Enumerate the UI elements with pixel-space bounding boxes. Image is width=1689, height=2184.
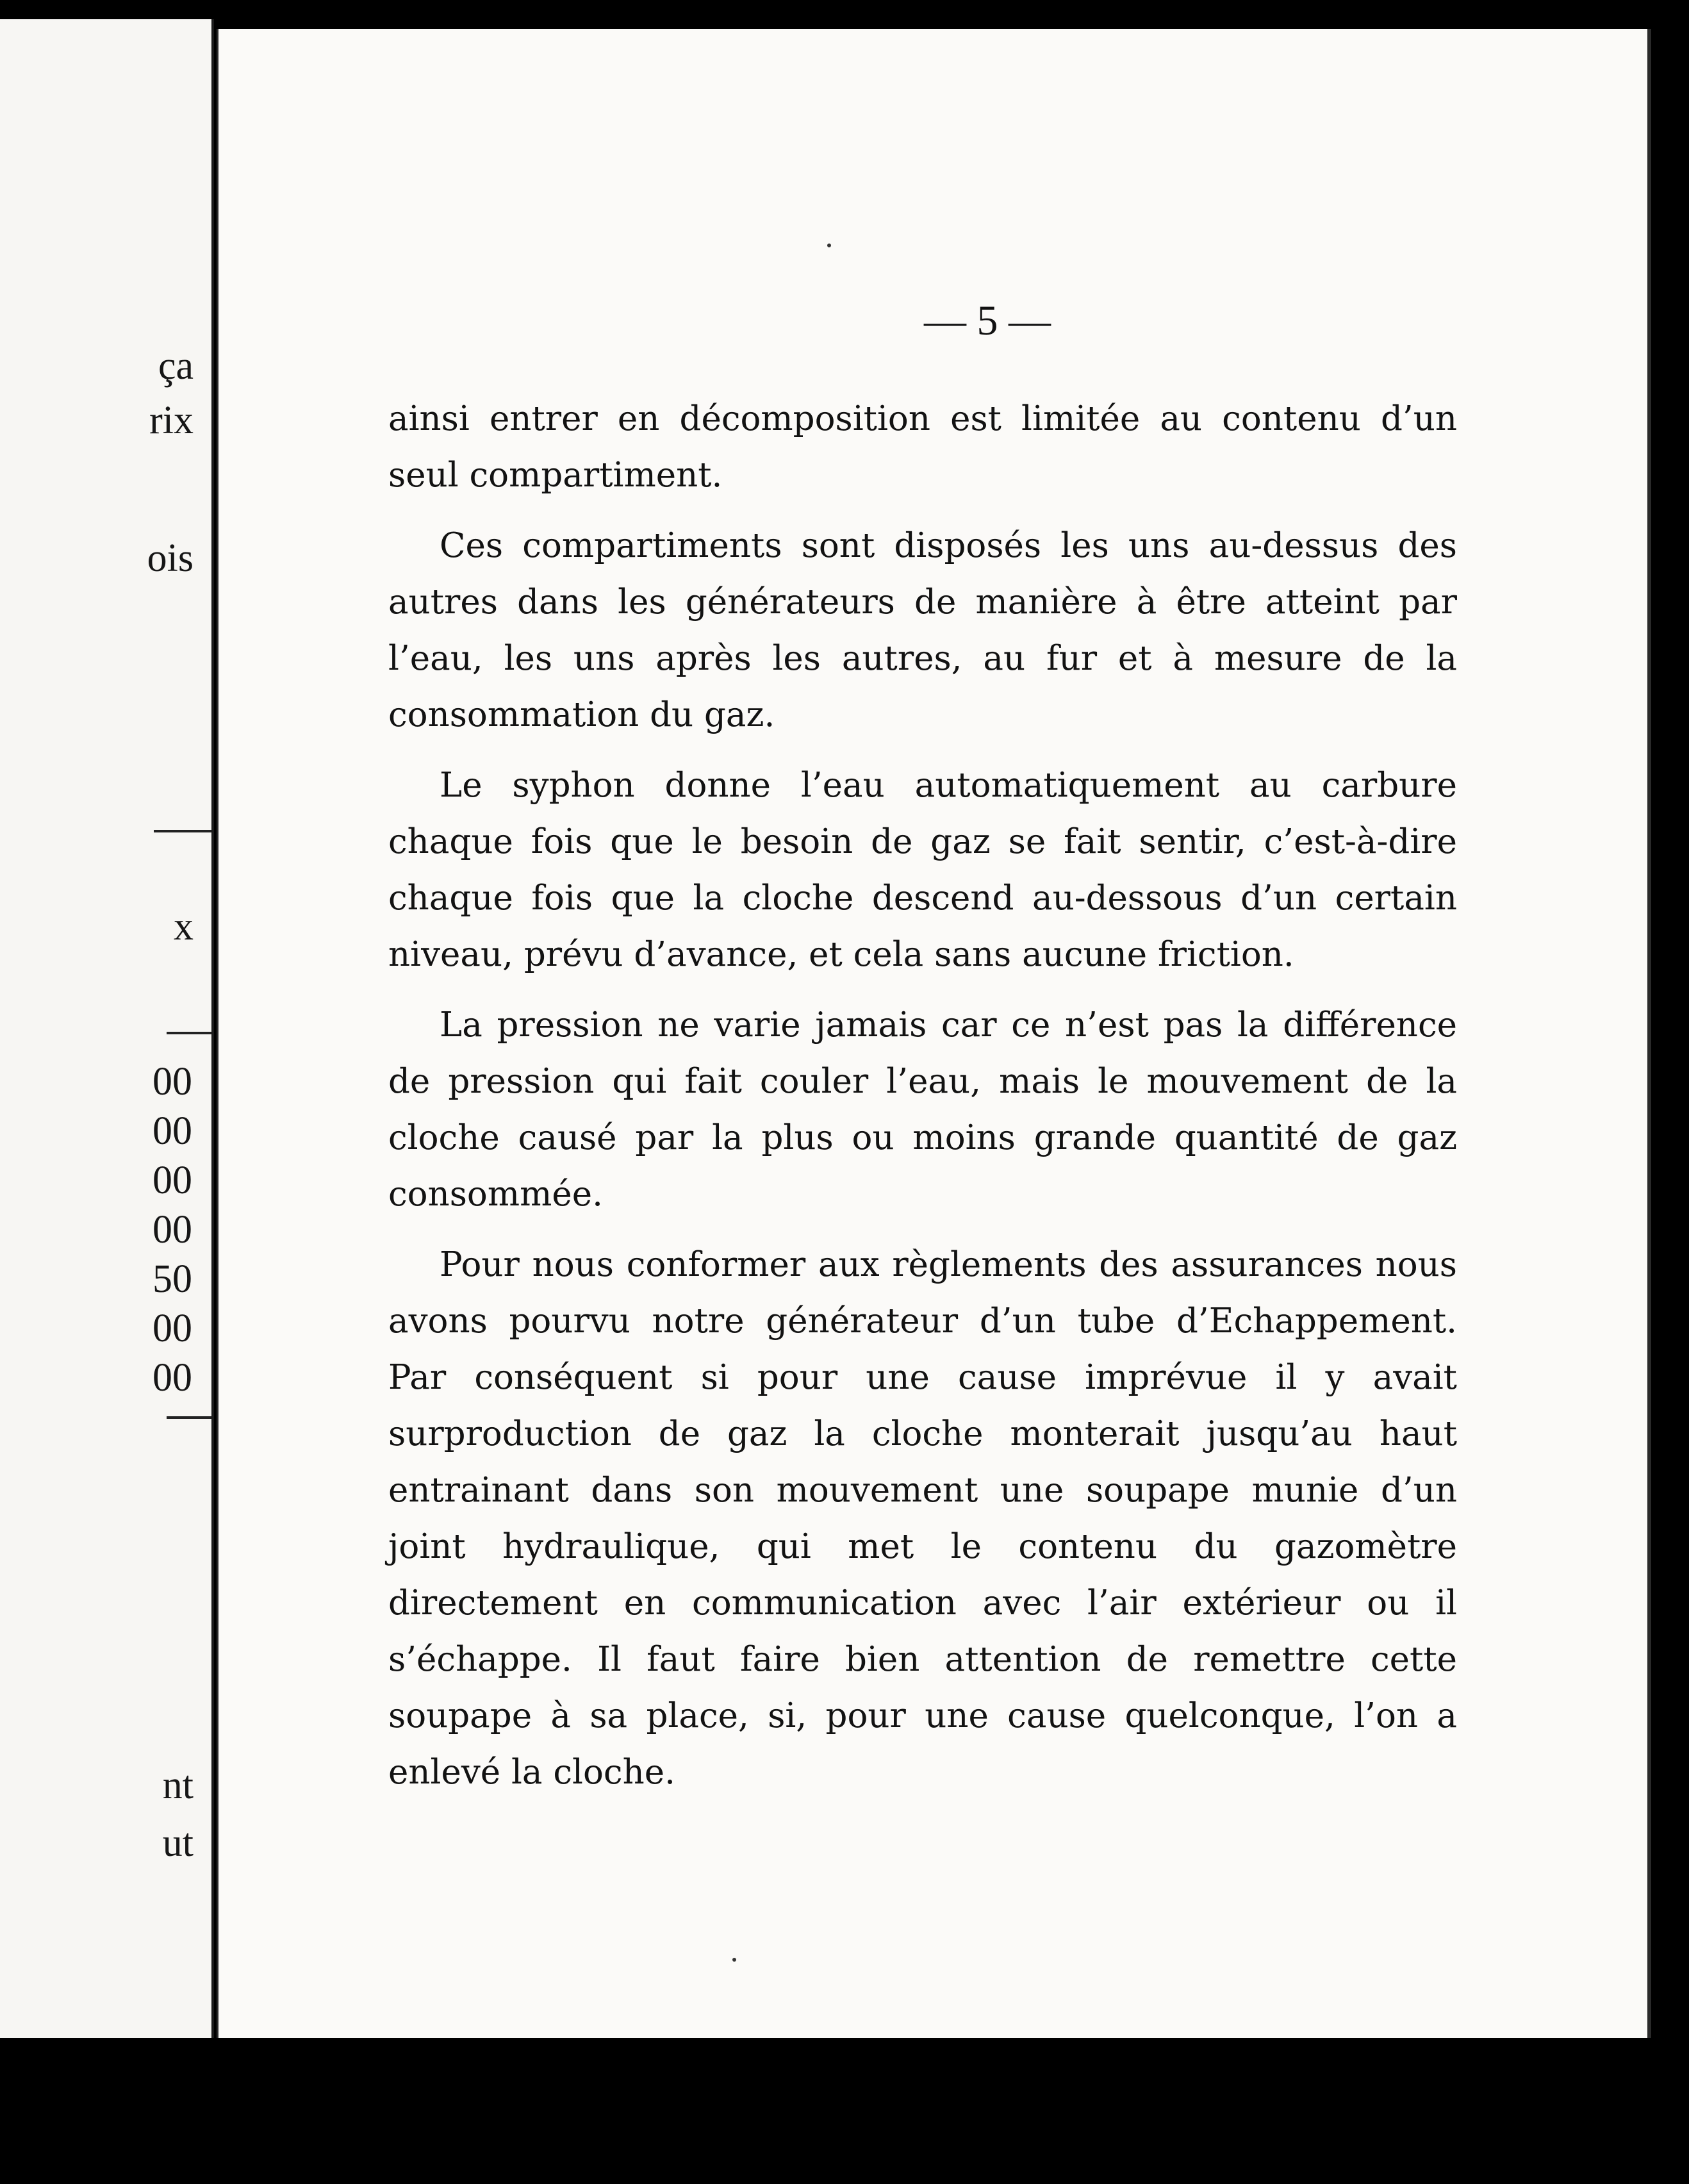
left-number: 00	[152, 1307, 192, 1350]
left-fragment: ois	[147, 536, 194, 580]
left-number-column	[152, 1057, 192, 1403]
body-text	[388, 391, 1457, 1815]
left-rule	[154, 830, 211, 832]
left-number: 00	[152, 1356, 192, 1400]
left-fragment: rix	[149, 399, 194, 442]
left-number: 00	[152, 1208, 192, 1252]
right-page	[217, 29, 1651, 2038]
left-number: 50	[152, 1257, 192, 1301]
paragraph: Le syphon donne l’eau automatiquement au carbure chaque fois que le besoin de gaz se fait sentir, c’est-à-dire chaque fois que la cloche descend au-dessous d’un certain niveau, prévu d’avance, et cela sans aucune friction.	[388, 766, 1457, 974]
paragraph: La pression ne varie jamais car ce n’est pas la différence de pression qui fait couler l’eau, mais le mouvement de la cloche causé par la plus ou moins grande quantité de gaz consommée.	[388, 1005, 1457, 1214]
left-fragment: ça	[158, 344, 194, 388]
left-fragment: nt	[162, 1764, 194, 1807]
left-facing-page	[0, 19, 214, 2038]
speck	[827, 244, 831, 247]
paragraph: Ces compartiments sont disposés les uns au-dessus des autres dans les générateurs de manière à être atteint par l’eau, les uns après les autres, au fur et à mesure de la consommation du gaz.	[388, 526, 1457, 734]
left-fragment: x	[174, 905, 194, 948]
left-number: 00	[152, 1060, 192, 1104]
page-number: — 5 —	[924, 297, 1051, 344]
left-fragment: ut	[162, 1821, 194, 1865]
left-number: 00	[152, 1159, 192, 1202]
left-number: 00	[152, 1109, 192, 1153]
speck	[732, 1958, 736, 1962]
left-rule	[167, 1416, 211, 1419]
paragraph: Pour nous conformer aux règlements des assurances nous avons pourvu notre générateur d’un tube d’Echappement. Par conséquent si pour une cause imprévue il y avait surproduction de gaz la cloche monterait jusqu’au haut entrainant dans son mouvement une soupape munie d’un joint hydraulique, qui met le contenu du gazomètre directement en communication avec l’air extérieur ou il s’échappe. Il faut faire bien attention de remettre cette soupape à sa place, si, pour une cause quelconque, l’on a enlevé la cloche.	[388, 1245, 1457, 1792]
left-rule	[167, 1032, 211, 1034]
paragraph: ainsi entrer en décomposition est limitée au contenu d’un seul compartiment.	[388, 399, 1457, 495]
